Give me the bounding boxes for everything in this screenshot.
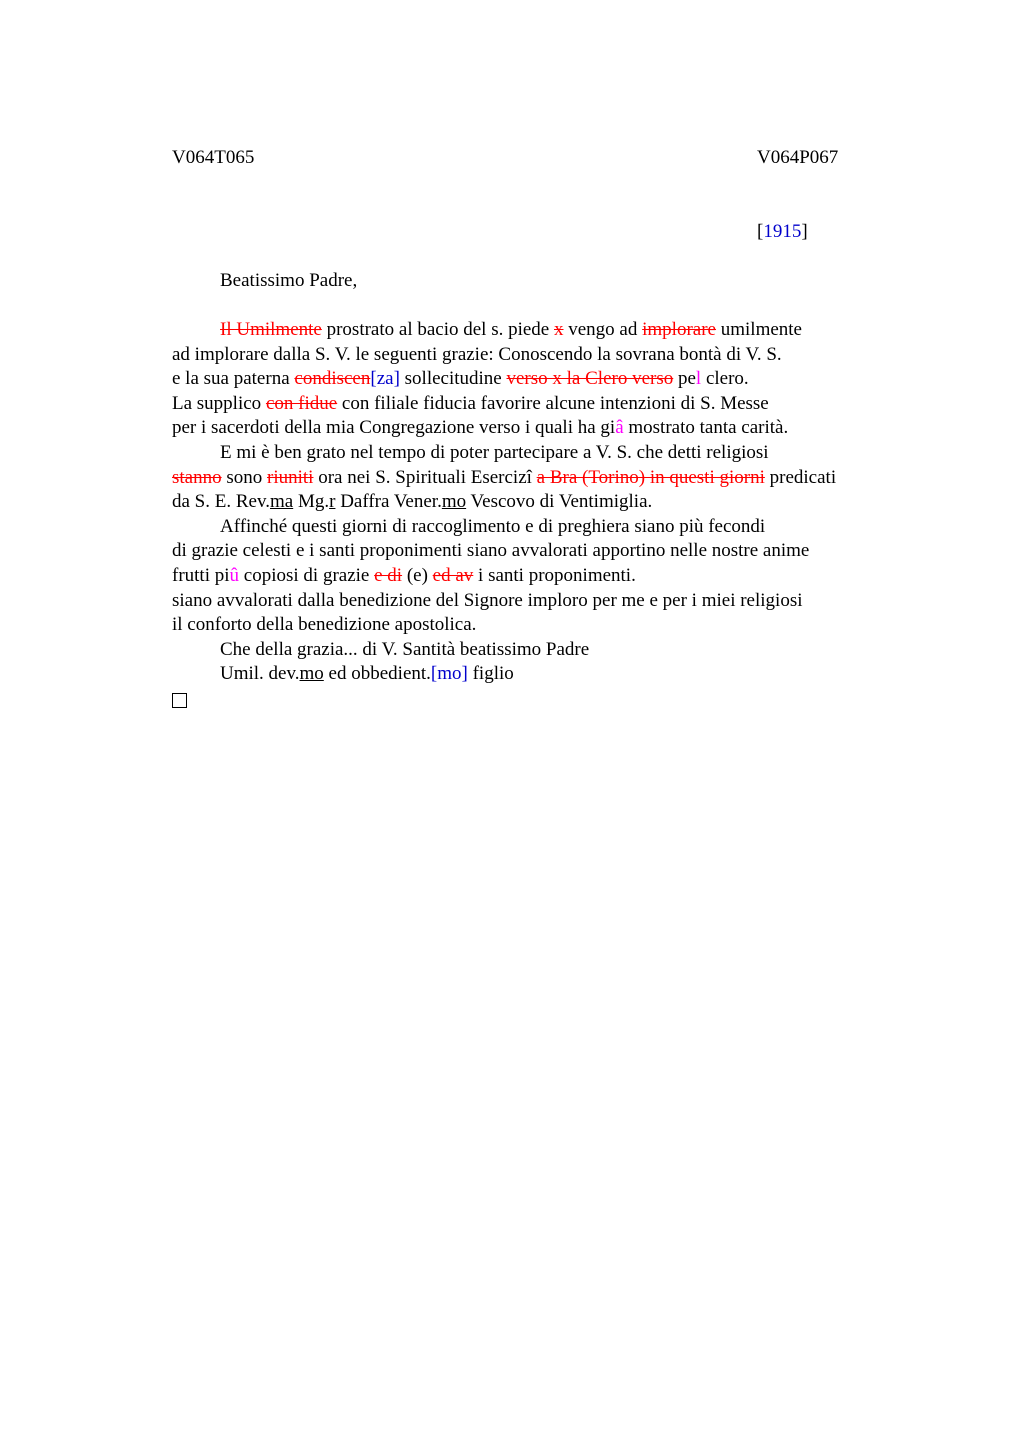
text: prostrato al bacio del s. piede <box>321 319 554 340</box>
date <box>757 221 808 243</box>
text: clero. <box>701 368 749 390</box>
text: e la sua paterna <box>172 368 295 390</box>
deleted-text: con fidue <box>265 392 338 414</box>
line-11 <box>172 564 912 589</box>
text: i santi proponimenti. <box>473 564 636 586</box>
line-9: Affinché questi giorni di raccoglimento e di preghiera siano più fecondi <box>220 515 766 537</box>
text: pe <box>673 368 696 390</box>
letter-body <box>172 318 912 712</box>
deleted-text: a Bra (Torino) in questi giorni <box>536 466 765 488</box>
deleted-text: Il Umilmente <box>220 319 322 340</box>
line-10: di grazie celesti e i santi proponimenti siano avvalorati apportino nelle nostre anime <box>172 540 810 562</box>
deleted-text: verso x la Clero verso <box>506 368 674 390</box>
text: La supplico <box>172 392 266 414</box>
text: copiosi di grazie <box>239 564 375 586</box>
superscript-text: r <box>329 491 336 513</box>
accent-text: û <box>229 564 240 586</box>
text: ed obbedient. <box>323 663 431 685</box>
text: per i sacerdoti della mia Congregazione verso i quali ha gi <box>172 417 616 439</box>
added-text: [za] <box>370 368 400 390</box>
line-4 <box>172 392 912 417</box>
date-bracket-close: ] <box>801 221 808 242</box>
text: predicati <box>764 466 837 488</box>
superscript-text: ma <box>269 491 294 513</box>
added-text: [mo] <box>430 663 468 685</box>
line-5 <box>172 416 912 441</box>
line-6: E mi è ben grato nel tempo di poter partecipare a V. S. che detti religiosi <box>220 441 769 463</box>
line-8 <box>172 490 912 515</box>
header-right-code: V064P067 <box>757 147 839 168</box>
line-16 <box>172 687 912 712</box>
superscript-text: mo <box>441 491 467 513</box>
text: sono <box>221 466 268 488</box>
text: Umil. dev. <box>220 663 300 685</box>
deleted-text: stanno <box>172 466 222 488</box>
deleted-text: ed av <box>432 564 474 586</box>
text: (e) <box>402 564 433 586</box>
line-15 <box>172 662 912 687</box>
text: Mg. <box>293 491 330 513</box>
date-bracket-open: [ <box>757 221 764 242</box>
text: Vescovo di Ventimiglia. <box>466 491 653 513</box>
header-left-code: V064T065 <box>172 147 255 168</box>
deleted-text: riuniti <box>267 466 314 488</box>
salutation: Beatissimo Padre, <box>220 270 358 291</box>
line-7 <box>172 466 912 491</box>
text: con filiale fiducia favorire alcune intenzioni di S. Messe <box>337 392 769 414</box>
deleted-text: x <box>554 319 564 340</box>
text: frutti pi <box>172 564 230 586</box>
line-12: siano avvalorati dalla benedizione del Signore imploro per me e per i miei religiosi <box>172 589 803 611</box>
text: vengo ad <box>563 319 643 340</box>
text: sollecitudine <box>399 368 507 390</box>
line-3 <box>172 367 912 392</box>
line-2: ad implorare dalla S. V. le seguenti grazie: Conoscendo la sovrana bontà di V. S. <box>172 343 782 365</box>
date-year: 1915 <box>763 221 802 242</box>
text: Daffra Vener. <box>335 491 442 513</box>
line-13: il conforto della benedizione apostolica. <box>172 614 477 636</box>
superscript-text: mo <box>299 663 324 685</box>
text: da S. E. Rev. <box>172 491 270 513</box>
text: ora nei S. Spirituali Esercizî <box>313 466 532 488</box>
text: mostrato tanta carità. <box>623 417 789 439</box>
empty-square-icon <box>172 693 187 708</box>
accent-text: â <box>615 417 624 439</box>
deleted-text: e di <box>374 564 403 586</box>
accent-text: l <box>695 368 702 390</box>
line-14: Che della grazia... di V. Santità beatissimo Padre <box>220 638 590 660</box>
deleted-text: condiscen <box>294 368 371 390</box>
deleted-text: implorare <box>642 319 716 340</box>
text: umilmente <box>715 319 802 340</box>
line-1 <box>172 318 912 343</box>
text: figlio <box>467 663 514 685</box>
